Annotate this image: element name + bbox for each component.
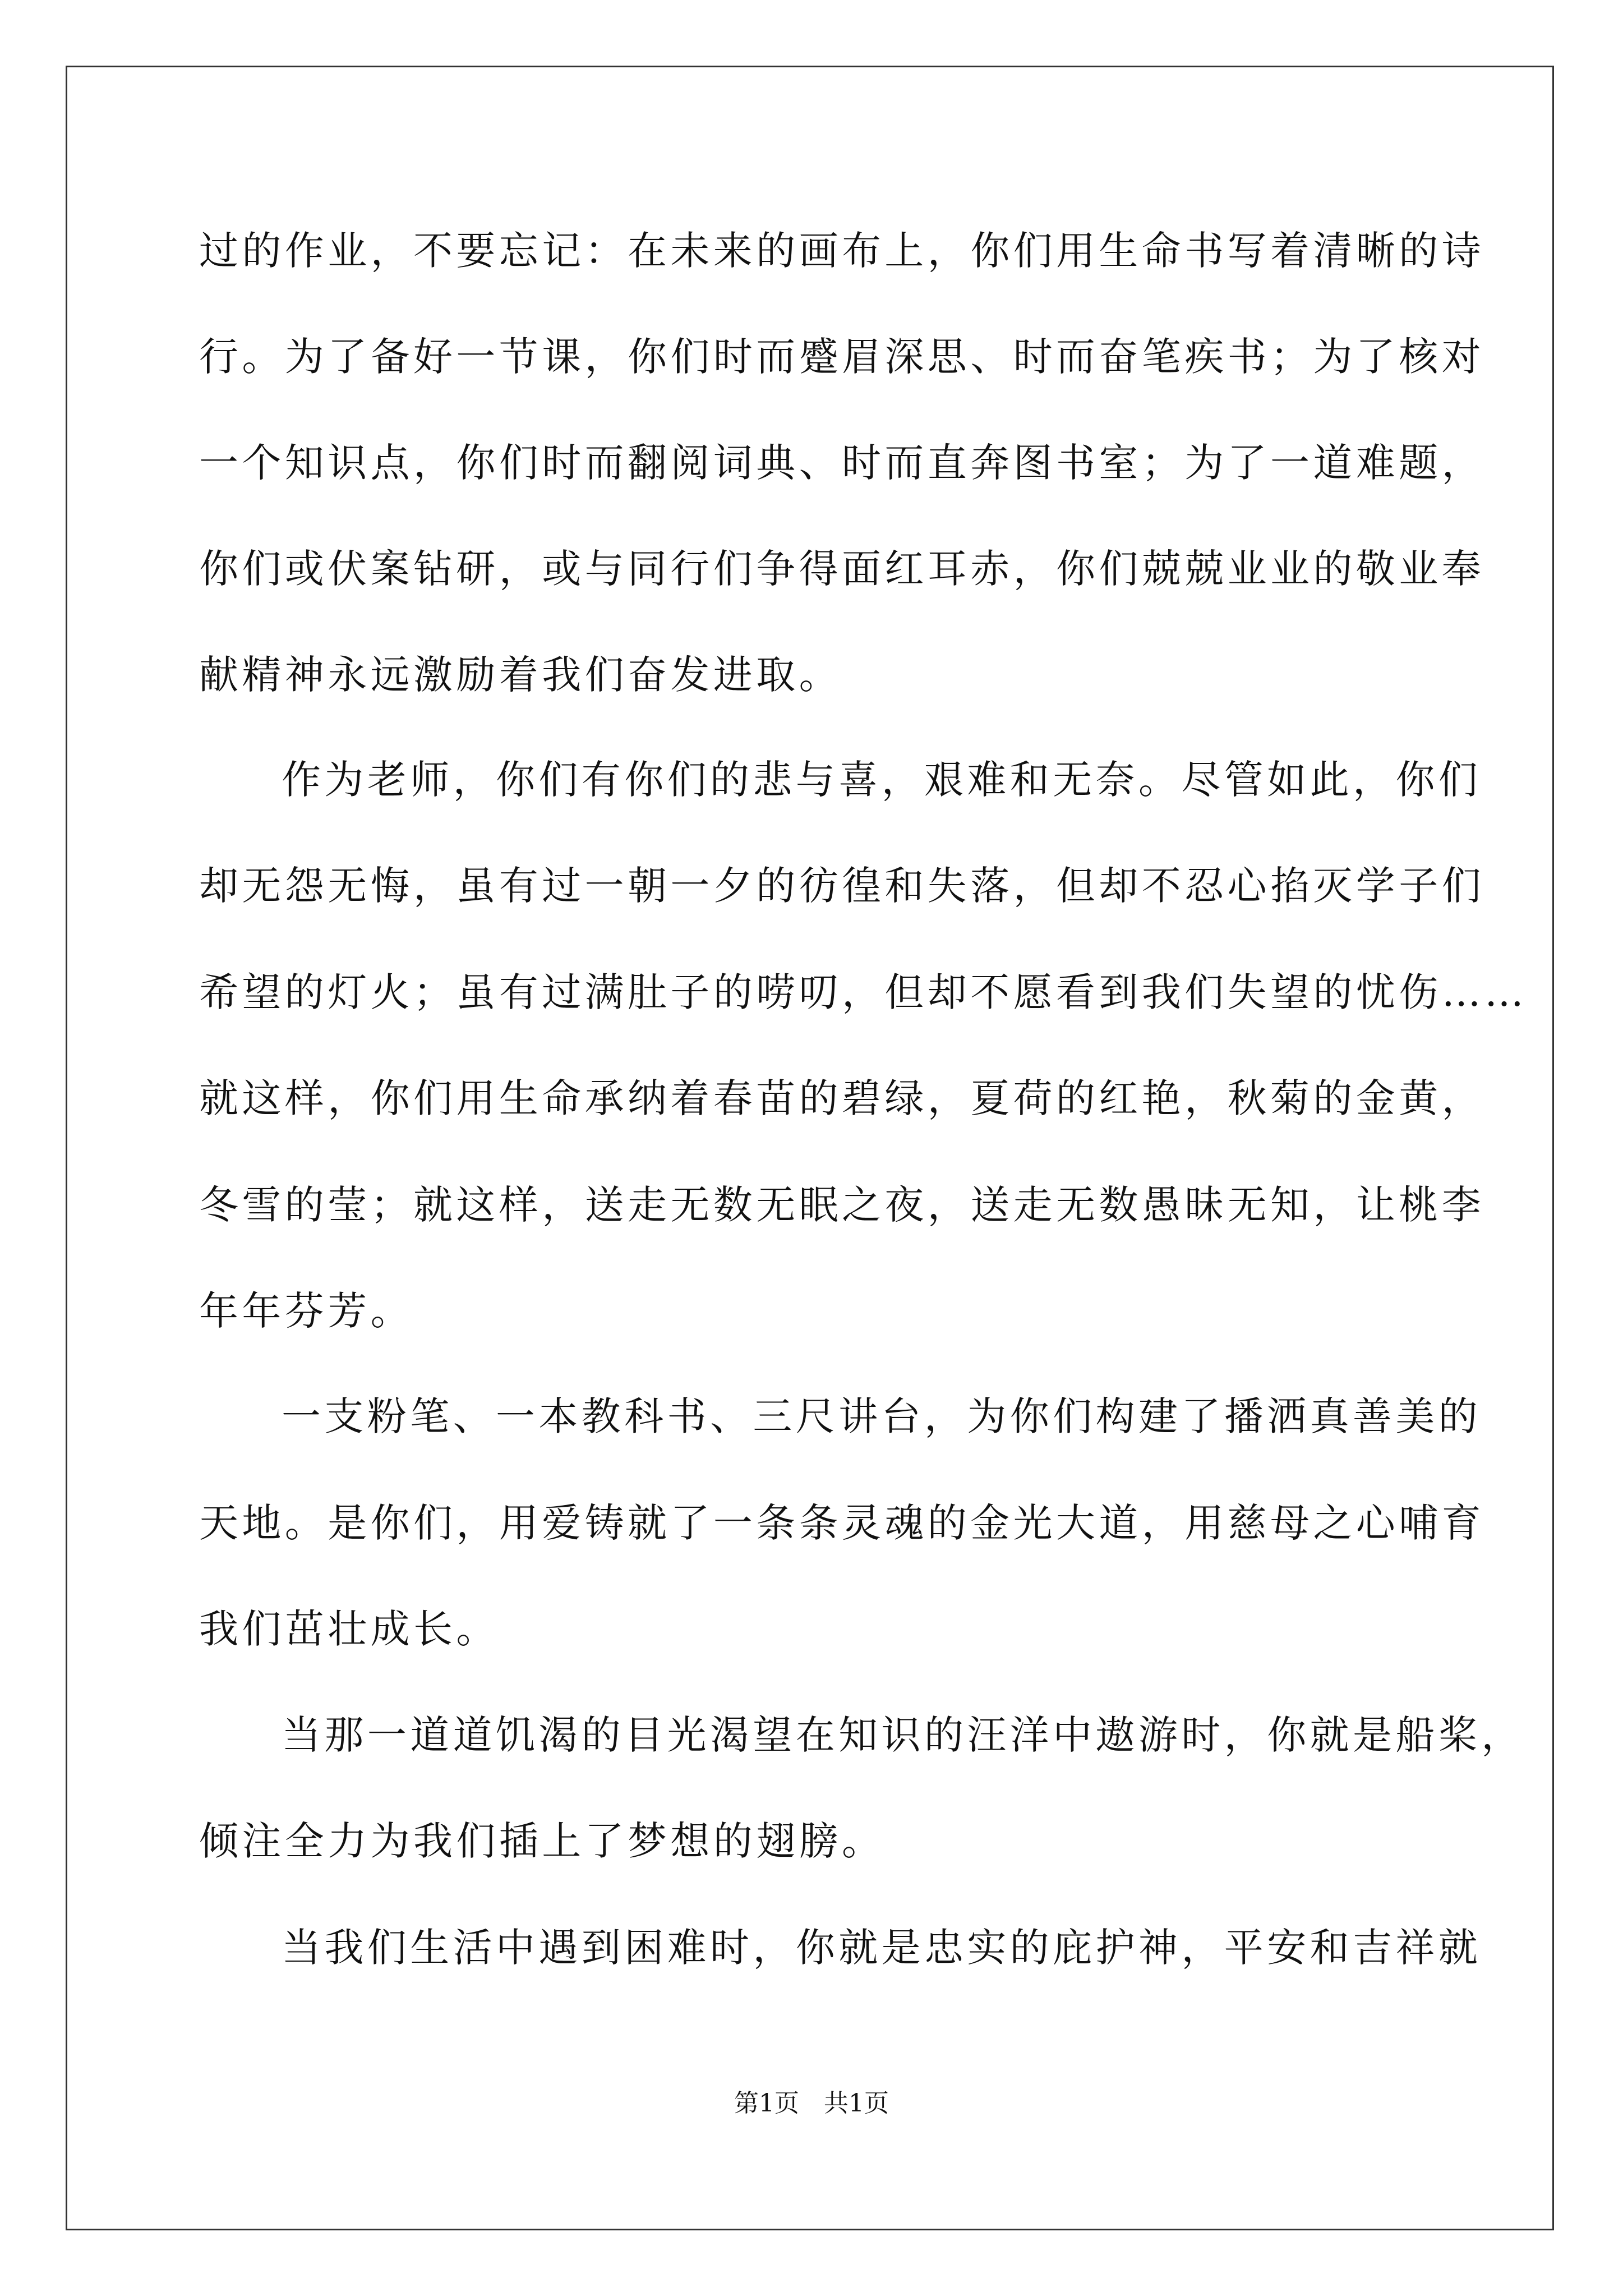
text-line: 倾注全力为我们插上了梦想的翅膀。 bbox=[199, 1818, 885, 1864]
text-line: 我们茁壮成长。 bbox=[199, 1606, 499, 1652]
text-line: 献精神永远激励着我们奋发进取。 bbox=[199, 652, 842, 698]
text-line: 作为老师，你们有你们的悲与喜，艰难和无奈。尽管如此，你们 bbox=[282, 757, 1482, 803]
text-line: 行。为了备好一节课，你们时而蹙眉深思、时而奋笔疾书；为了核对 bbox=[199, 334, 1484, 380]
text-line: 年年芬芳。 bbox=[199, 1288, 413, 1334]
text-line: 当那一道道饥渴的目光渴望在知识的汪洋中遨游时，你就是船桨， bbox=[282, 1712, 1524, 1758]
text-line: 冬雪的莹；就这样，送走无数无眠之夜，送走无数愚昧无知，让桃李 bbox=[199, 1182, 1484, 1228]
text-line: 就这样，你们用生命承纳着春苗的碧绿，夏荷的红艳，秋菊的金黄， bbox=[199, 1075, 1484, 1121]
page-border bbox=[66, 66, 1554, 2230]
text-line: 当我们生活中遇到困难时，你就是忠实的庇护神，平安和吉祥就 bbox=[282, 1925, 1482, 1971]
text-line: 你们或伏案钻研，或与同行们争得面红耳赤，你们兢兢业业的敬业奉 bbox=[199, 546, 1484, 592]
text-line: 却无怨无悔，虽有过一朝一夕的彷徨和失落，但却不忍心掐灭学子们 bbox=[199, 863, 1484, 909]
text-line: 一支粉笔、一本教科书、三尺讲台，为你们构建了播洒真善美的 bbox=[282, 1393, 1482, 1439]
text-line: 一个知识点，你们时而翻阅词典、时而直奔图书室；为了一道难题， bbox=[199, 440, 1484, 486]
text-line: 希望的灯火；虽有过满肚子的唠叨，但却不愿看到我们失望的忧伤…… bbox=[199, 969, 1528, 1015]
text-line: 天地。是你们，用爱铸就了一条条灵魂的金光大道，用慈母之心哺育 bbox=[199, 1500, 1484, 1546]
page-footer: 第1页 共1页 bbox=[734, 2089, 889, 2118]
text-line: 过的作业，不要忘记：在未来的画布上，你们用生命书写着清晰的诗 bbox=[199, 228, 1484, 274]
